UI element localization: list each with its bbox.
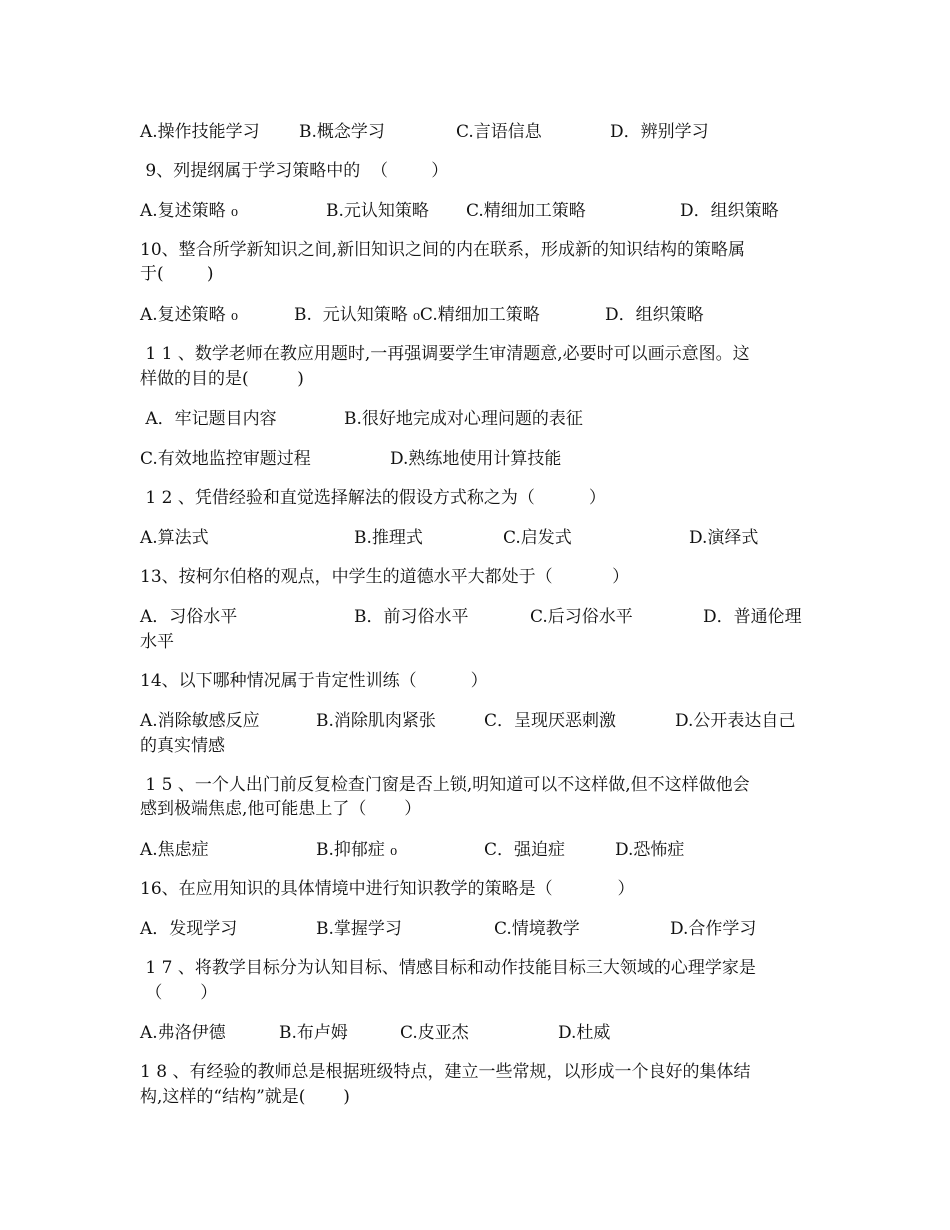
option-b: B.元认知策略: [326, 201, 429, 221]
option-b: B.推理式: [354, 528, 423, 548]
option-d: D.合作学习: [670, 919, 757, 939]
option-a: A.复述策略 ₀: [140, 201, 238, 221]
question-stem: 10、整合所学新知识之间,新旧知识之间的内在联系，形成新的知识结构的策略属: [140, 240, 746, 260]
option-row: [0, 1021, 950, 1045]
option-c: C.启发式: [503, 528, 572, 548]
option-b: B.抑郁症 ₀: [316, 840, 398, 860]
option-a: A.消除敏感反应: [140, 711, 260, 731]
question-stem: 1 7 、将教学目标分为认知目标、情感目标和动作技能目标三大领域的心理学家是: [140, 958, 756, 978]
question-stem: （ ）: [140, 983, 218, 1003]
option-row: [0, 407, 950, 431]
option-row: [0, 917, 950, 941]
option-d: D．辨别学习: [610, 122, 709, 142]
option-c: C.后习俗水平: [530, 607, 633, 627]
option-row-continued: [0, 734, 950, 758]
option-a: A.复述策略 ₀: [140, 305, 238, 325]
option-b: B.掌握学习: [316, 919, 402, 939]
option-b: B.布卢姆: [279, 1023, 348, 1043]
option-a: A．发现学习: [140, 919, 238, 939]
option-c: C.有效地监控审题过程: [140, 449, 311, 469]
option-b: B.消除肌肉紧张: [316, 711, 436, 731]
question-stem: 样做的目的是( ): [140, 369, 304, 389]
option-row: [0, 303, 950, 327]
question-stem: 1 8 、有经验的教师总是根据班级特点，建立一些常规，以形成一个良好的集体结: [140, 1062, 751, 1082]
option-d: D.演绎式: [689, 528, 759, 548]
question-stem: 16、在应用知识的具体情境中进行知识教学的策略是（ ）: [140, 879, 635, 899]
option-c: C．呈现厌恶刺激: [484, 711, 617, 731]
question-stem: 构,这样的“结构”就是( ): [140, 1087, 350, 1107]
option-d-continued: 水平: [140, 632, 174, 652]
option-row-continued: [0, 630, 950, 654]
option-b-c: B. 元认知策略 ₀C.精细加工策略: [294, 305, 540, 325]
option-c: C.情境教学: [494, 919, 580, 939]
option-row: [0, 526, 950, 550]
option-b: B.概念学习: [299, 122, 385, 142]
option-d: D．普通伦理: [703, 607, 802, 627]
option-row: [0, 605, 950, 629]
question-stem: 14、以下哪种情况属于肯定性训练（ ）: [140, 671, 488, 691]
option-d: D.公开表达自己: [675, 711, 796, 731]
option-d: D.杜威: [558, 1023, 611, 1043]
option-a: A.焦虑症: [140, 840, 209, 860]
question-stem: 于( ): [140, 264, 214, 284]
option-a: A.算法式: [140, 528, 209, 548]
option-row: [0, 120, 950, 144]
option-row: [0, 447, 950, 471]
option-row: [0, 199, 950, 223]
question-stem: 感到极端焦虑,他可能患上了（ ）: [140, 799, 422, 819]
option-d: D.熟练地使用计算技能: [390, 449, 562, 469]
option-c: C.精细加工策略: [466, 201, 586, 221]
option-a: A．牢记题目内容: [140, 409, 277, 429]
question-stem: 9、列提纲属于学习策略中的 （ ）: [140, 161, 449, 181]
option-a: A．习俗水平: [140, 607, 238, 627]
option-a: A.操作技能学习: [140, 122, 260, 142]
option-row: [0, 838, 950, 862]
option-c: C.皮亚杰: [400, 1023, 469, 1043]
option-row: [0, 709, 950, 733]
question-stem: 1 2 、凭借经验和直觉选择解法的假设方式称之为（ ）: [140, 488, 606, 508]
option-a: A.弗洛伊德: [140, 1023, 226, 1043]
option-d-continued: 的真实情感: [140, 736, 225, 756]
question-stem: 13、按柯尔伯格的观点，中学生的道德水平大都处于（ ）: [140, 567, 630, 587]
question-stem: 1 1 、数学老师在教应用题时,一再强调要学生审清题意,必要时可以画示意图。这: [140, 344, 750, 364]
option-d: D.恐怖症: [615, 840, 685, 860]
option-d: D．组织策略: [680, 201, 779, 221]
option-d: D．组织策略: [605, 305, 704, 325]
option-b: B．前习俗水平: [354, 607, 469, 627]
option-b: B.很好地完成对心理问题的表征: [344, 409, 583, 429]
option-c: C.言语信息: [456, 122, 542, 142]
question-stem: 1 5 、一个人出门前反复检查门窗是否上锁,明知道可以不这样做,但不这样做他会: [140, 775, 750, 795]
option-c: C．强迫症: [484, 840, 566, 860]
